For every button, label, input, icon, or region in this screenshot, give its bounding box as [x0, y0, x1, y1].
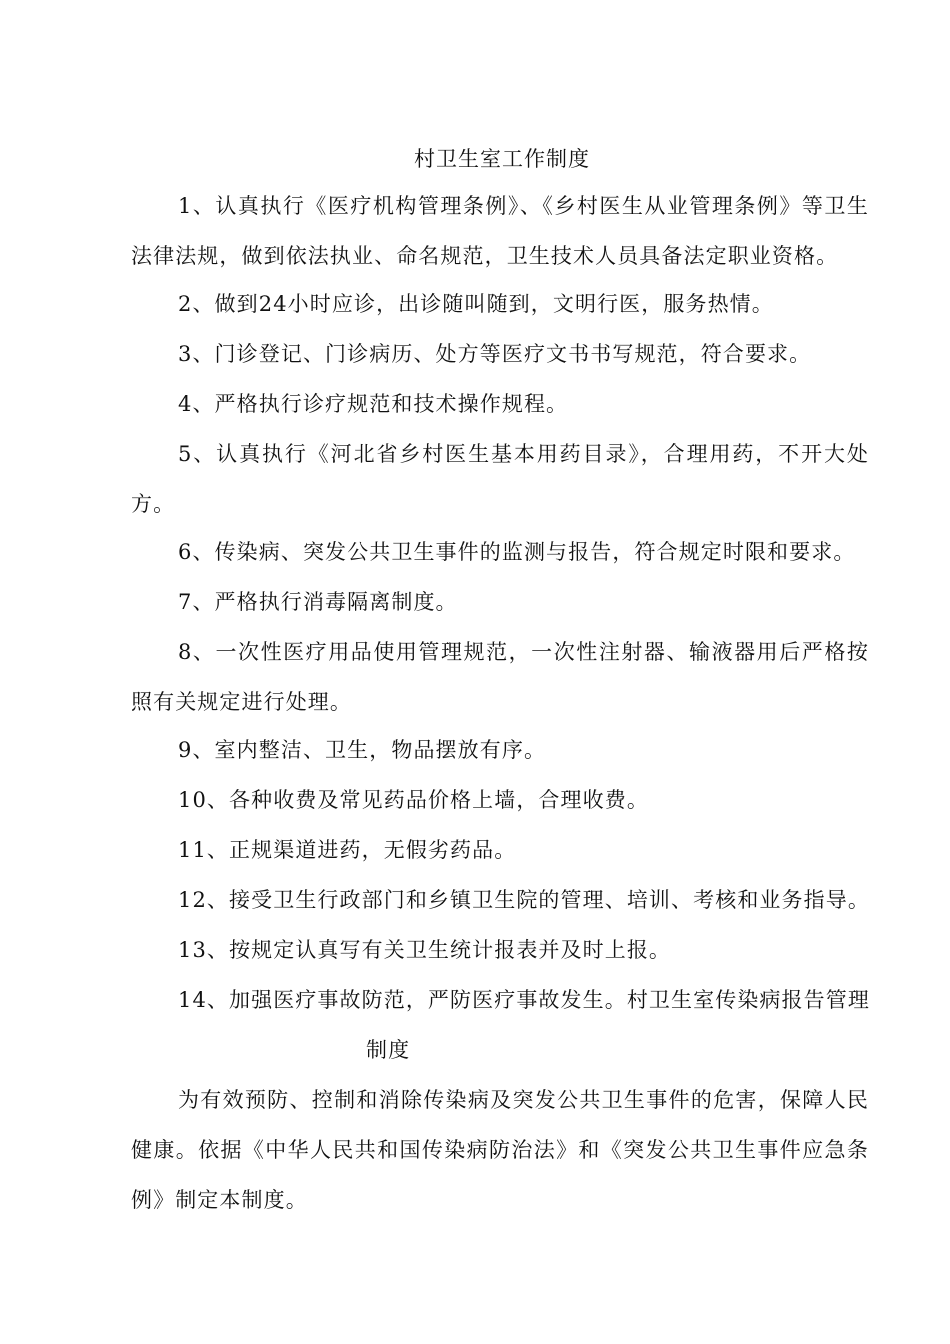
rule-item-1: 1、认真执行《医疗机构管理条例》、《乡村医生从业管理条例》等卫生法律法规，做到依法执业、命名规范，卫生技术人员具备法定职业资格。: [131, 194, 869, 268]
rule-item-13: 13、按规定认真写有关卫生统计报表并及时上报。: [178, 938, 672, 962]
rule-item-10: 10、各种收费及常见药品价格上墙，合理收费。: [178, 788, 649, 812]
rule-item-7: 7、严格执行消毒隔离制度。: [178, 590, 458, 614]
intro-paragraph: 为有效预防、控制和消除传染病及突发公共卫生事件的危害，保障人民健康。依据《中华人民共和国传染病防治法》和《突发公共卫生事件应急条例》制定本制度。: [131, 1088, 869, 1212]
rule-item-2: 2、做到24小时应诊，出诊随叫随到，文明行医，服务热情。: [178, 292, 774, 316]
rule-item-12: 12、接受卫生行政部门和乡镇卫生院的管理、培训、考核和业务指导。: [178, 888, 870, 912]
rule-item-14: 14、加强医疗事故防范，严防医疗事故发生。村卫生室传染病报告管理: [178, 988, 870, 1012]
rule-item-4: 4、严格执行诊疗规范和技术操作规程。: [178, 392, 569, 416]
rule-item-11: 11、正规渠道进药，无假劣药品。: [178, 838, 517, 862]
rule-item-5: 5、认真执行《河北省乡村医生基本用药目录》，合理用药，不开大处方。: [131, 442, 869, 516]
document-title: 村卫生室工作制度: [414, 147, 590, 171]
rule-item-6: 6、传染病、突发公共卫生事件的监测与报告，符合规定时限和要求。: [178, 540, 856, 564]
rule-item-3: 3、门诊登记、门诊病历、处方等医疗文书书写规范，符合要求。: [178, 342, 812, 366]
rule-item-9: 9、室内整洁、卫生，物品摆放有序。: [178, 738, 547, 762]
rule-item-8: 8、一次性医疗用品使用管理规范，一次性注射器、输液器用后严格按照有关规定进行处理。: [131, 640, 869, 714]
section-title-tail: 制度: [366, 1038, 411, 1062]
